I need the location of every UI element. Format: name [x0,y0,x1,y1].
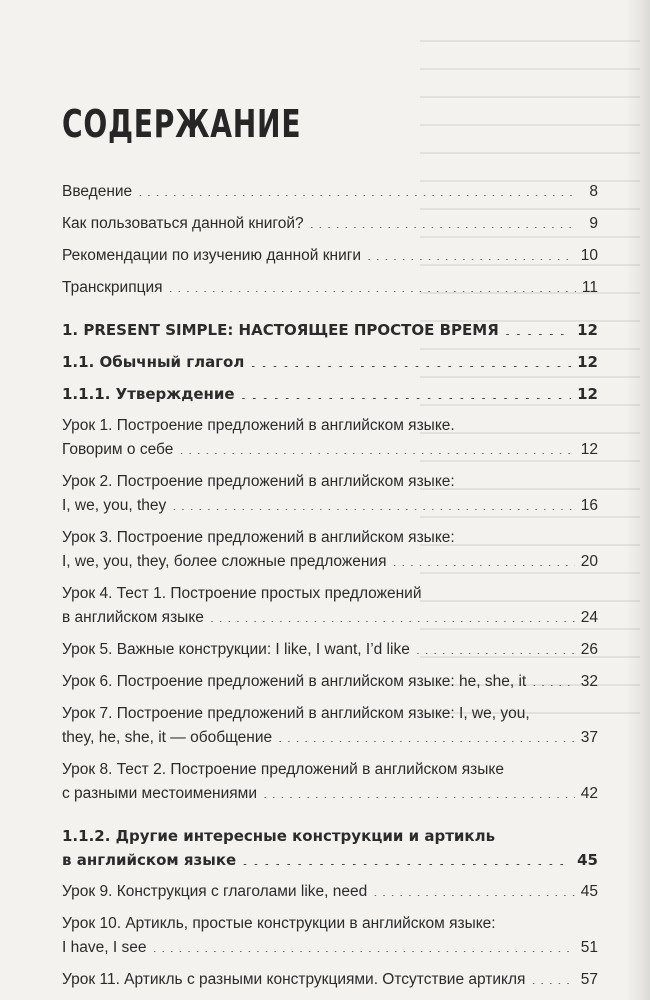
toc-entry-row [62,968,598,992]
toc-page-number: 51 [580,939,598,956]
dot-leader [278,727,575,743]
toc-entry-title-line: Урок 1. Построение предложений в английском языке. [62,417,455,434]
toc-entry-title-line: 1. PRESENT SIMPLE: НАСТОЯЩЕЕ ПРОСТОЕ ВРЕМЯ [62,321,499,339]
dot-leader [310,213,578,229]
toc-entry [62,470,598,518]
dot-leader [242,850,571,865]
toc-page-number: 45 [580,883,598,900]
dot-leader [169,277,576,293]
toc-entry [62,526,598,574]
toc-entry-title-line: Как пользоваться данной книгой? [62,215,304,232]
toc-entry-row [62,318,598,342]
toc-page-number: 12 [580,441,598,458]
toc-page-number: 20 [580,553,598,570]
toc-entry-title-line: Урок 2. Построение предложений в английском языке: [62,473,455,490]
dot-leader [373,881,575,897]
toc-entry-title-line: в английском языке [62,609,204,626]
toc-entry [62,276,598,300]
toc-entry-title-line: they, he, she, it — обобщение [62,729,273,746]
toc-entry-title-line: Рекомендации по изучению данной книги [62,247,362,264]
toc-entry [62,212,598,236]
toc-entry [62,880,598,904]
toc-page-number: 12 [577,385,598,403]
toc-entry-title-line: Урок 7. Построение предложений в английском языке: I, we, you, [62,705,530,722]
dot-leader [241,384,572,399]
toc-entry-title-line: 1.1. Обычный глагол [62,353,245,371]
dot-leader [210,607,575,623]
toc-entry [62,638,598,662]
toc-entry-row [62,350,598,374]
toc-entry-title-line: Урок 10. Артикль, простые конструкции в английском языке: [62,915,496,932]
toc-entry [62,702,598,750]
toc-entry-row [62,244,598,268]
dot-leader [152,937,574,953]
toc-page-number: 45 [577,851,598,869]
toc-entry-title-line: Введение [62,183,133,200]
toc-entry [62,318,598,342]
toc-entry-row [62,180,598,204]
toc-page-number: 12 [577,353,598,371]
toc-page-number: 9 [589,215,598,232]
toc-entry-row [62,212,598,236]
toc-page-number: 32 [580,673,598,690]
toc-entry-row [62,550,598,574]
dot-leader [179,439,574,455]
toc-entry-title-line: I, we, you, they, более сложные предложения [62,553,387,570]
toc-entry [62,180,598,204]
toc-entry-title-line: I, we, you, they [62,497,167,514]
toc-page-number: 12 [577,321,598,339]
toc-page-number: 8 [589,183,598,200]
toc-page-number: 16 [580,497,598,514]
toc-entry-row [62,382,598,406]
toc-entry-row [62,848,598,872]
toc-entry-title-line: Урок 11. Артикль с разными конструкциями. Отсутствие артикля [62,971,526,988]
toc-entry-title-line: Урок 8. Тест 2. Построение предложений в английском языке [62,761,505,778]
toc-entry-title-line: Урок 5. Важные конструкции: I like, I want, I’d like [62,641,410,658]
dot-leader [392,551,574,567]
toc-entry-title-line: Урок 4. Тест 1. Построение простых предложений [62,585,422,602]
page-title: СОДЕРЖАНИЕ [62,102,302,146]
toc-entry [62,244,598,268]
dot-leader [416,639,575,655]
toc-entry-title-line: Говорим о себе [62,441,174,458]
toc-entry [62,582,598,630]
toc-entry [62,758,598,806]
dot-leader [263,783,575,799]
table-of-contents [62,180,598,1000]
toc-entry-row [62,670,598,694]
toc-entry-title-line: 1.1.1. Утверждение [62,385,235,403]
toc-entry-title-line: I have, I see [62,939,147,956]
toc-entry-title-line: Транскрипция [62,279,163,296]
toc-entry-row [62,276,598,300]
page-edge-shadow [626,0,650,1000]
toc-entry-row [62,606,598,630]
toc-entry-title-line: Урок 3. Построение предложений в английском языке: [62,529,455,546]
toc-entry-row [62,936,598,960]
toc-page-number: 24 [580,609,598,626]
toc-page-number: 10 [580,247,598,264]
toc-entry [62,350,598,374]
toc-page-number: 57 [580,971,598,988]
toc-page-number: 11 [581,279,598,296]
toc-page-number: 42 [580,785,598,802]
toc-entry [62,824,598,872]
toc-page-number: 37 [580,729,598,746]
toc-entry-row [62,726,598,750]
toc-entry-row [62,638,598,662]
dot-leader [250,352,571,367]
toc-page-number: 26 [580,641,598,658]
toc-entry-title-line: Урок 9. Конструкция с глаголами like, need [62,883,368,900]
toc-entry [62,912,598,960]
toc-entry-row [62,880,598,904]
dot-leader [531,969,574,985]
toc-entry [62,382,598,406]
toc-entry-row [62,438,598,462]
toc-entry-title-line: 1.1.2. Другие интересные конструкции и артикль [62,827,496,845]
toc-entry-row [62,782,598,806]
toc-entry [62,670,598,694]
dot-leader [532,671,575,687]
toc-entry-title-line: в английском языке [62,851,237,869]
dot-leader [172,495,575,511]
dot-leader [138,181,578,197]
toc-entry [62,414,598,462]
toc-entry-title-line: с разными местоимениями [62,785,257,802]
toc-entry-row [62,494,598,518]
dot-leader [505,320,571,335]
toc-entry [62,968,598,992]
dot-leader [367,245,575,261]
toc-entry-title-line: Урок 6. Построение предложений в английском языке: he, she, it [62,673,527,690]
